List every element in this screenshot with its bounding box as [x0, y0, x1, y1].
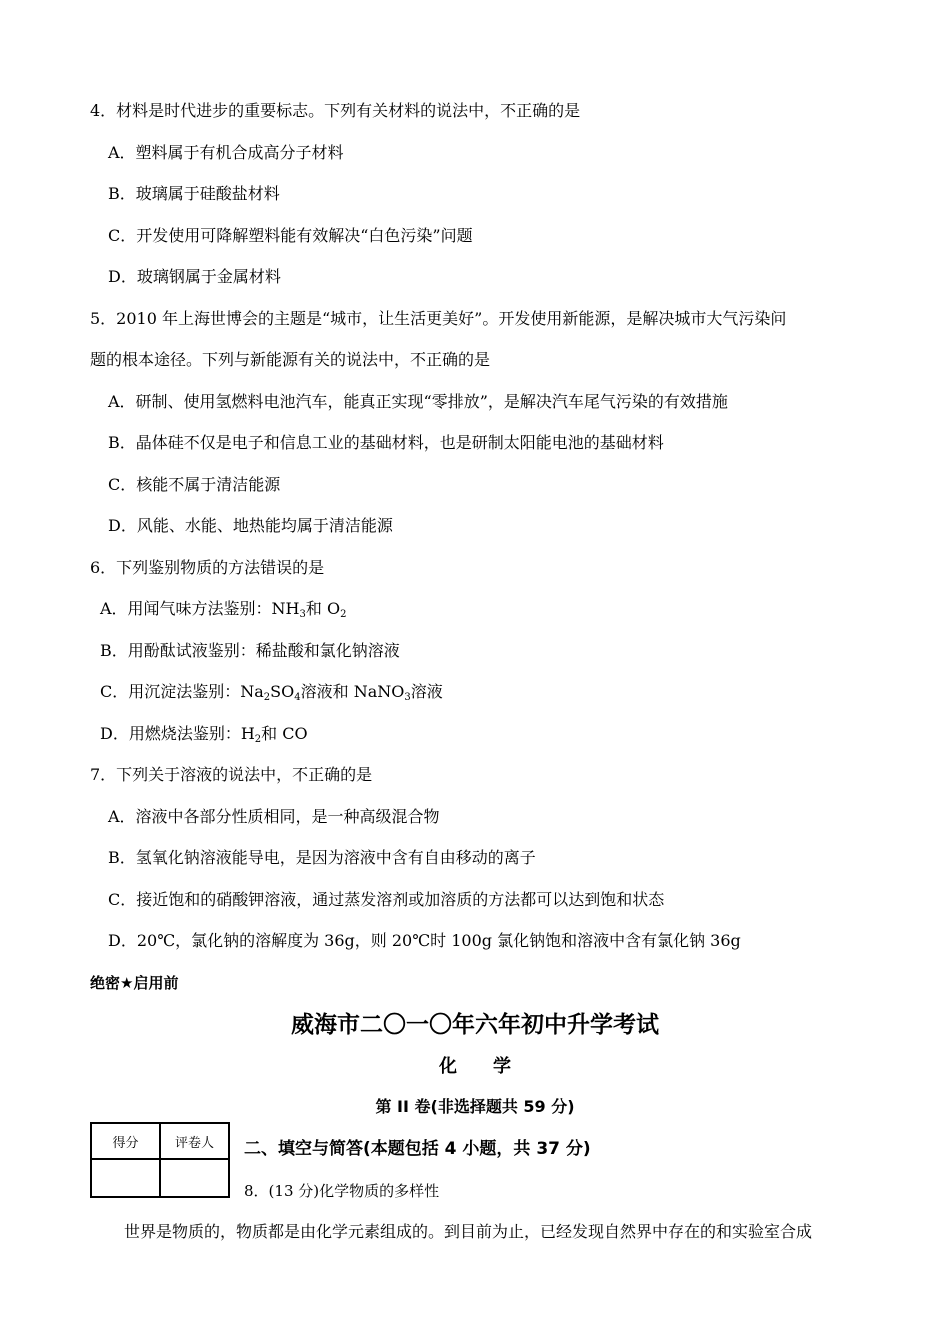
q6-c-sub1: 2 — [263, 692, 271, 703]
q4-option-d: D．玻璃钢属于金属材料 — [108, 267, 281, 286]
q6-a-text: A．用闻气味方法鉴别：NH — [100, 599, 300, 618]
q7-stem: 7．下列关于溶液的说法中，不正确的是 — [90, 765, 373, 784]
q6-c-text: C．用沉淀法鉴别：Na — [100, 682, 264, 701]
q8-paragraph: 世界是物质的，物质都是由化学元素组成的。到目前为止，已经发现自然界中存在的和实验室合成 — [124, 1222, 813, 1241]
q6-a-text2: 和 O — [305, 599, 341, 618]
q6-a-sub2: 2 — [340, 609, 347, 620]
q6-d-text2: 和 CO — [261, 724, 308, 743]
q7-option-a: A．溶液中各部分性质相同，是一种高级混合物 — [108, 807, 440, 826]
q4-option-c: C．开发使用可降解塑料能有效解决“白色污染”问题 — [108, 226, 473, 245]
q5-option-a: A．研制、使用氢燃料电池汽车，能真正实现“零排放”，是解决汽车尾气污染的有效措施 — [108, 392, 728, 411]
q4-option-a: A．塑料属于有机合成高分子材料 — [108, 143, 344, 162]
q5-option-c: C．核能不属于清洁能源 — [108, 475, 281, 494]
q6-option-c — [100, 682, 443, 702]
q7-option-c: C．接近饱和的硝酸钾溶液，通过蒸发溶剂或加溶质的方法都可以达到饱和状态 — [108, 890, 665, 909]
q5-stem-line2: 题的根本途径。下列与新能源有关的说法中，不正确的是 — [90, 350, 491, 369]
score-table — [90, 1122, 230, 1198]
q6-d-sub: 2 — [254, 734, 262, 745]
q5-stem-line1: 5．2010 年上海世博会的主题是“城市，让生活更美好”。开发使用新能源，是解决城市大气污染问 — [90, 309, 787, 328]
q6-a-sub: 3 — [299, 609, 306, 620]
secret-label: 绝密★启用前 — [90, 974, 179, 992]
q6-c-text4: 溶液 — [410, 682, 443, 701]
subject-title: 化 学 — [439, 1056, 511, 1077]
q5-option-d: D．风能、水能、地热能均属于清洁能源 — [108, 516, 393, 535]
q6-c-text3: 溶液和 NaNO — [300, 682, 405, 701]
q4-option-b: B．玻璃属于硅酸盐材料 — [108, 184, 280, 203]
section-title: 二、填空与简答(本题包括 4 小题，共 37 分) — [244, 1139, 591, 1159]
q8-stem: 8．(13 分)化学物质的多样性 — [244, 1182, 440, 1200]
exam-title: 威海市二〇一〇年六年初中升学考试 — [291, 1012, 659, 1038]
q6-c-sub2: 4 — [294, 692, 301, 703]
q6-option-a — [100, 599, 346, 619]
grader-cell[interactable] — [160, 1159, 229, 1197]
q6-c-text2: SO — [270, 682, 295, 701]
q6-option-d — [100, 724, 308, 744]
q6-option-b: B．用酚酞试液鉴别：稀盐酸和氯化钠溶液 — [100, 641, 400, 660]
grader-header: 评卷人 — [160, 1123, 229, 1159]
score-header: 得分 — [91, 1123, 160, 1159]
q6-stem: 6．下列鉴别物质的方法错误的是 — [90, 558, 325, 577]
score-cell[interactable] — [91, 1159, 160, 1197]
q6-c-sub3: 3 — [404, 692, 411, 703]
q6-d-text: D．用燃烧法鉴别：H — [100, 724, 255, 743]
volume-title: 第 II 卷(非选择题共 59 分) — [375, 1097, 575, 1116]
q7-option-d: D．20℃，氯化钠的溶解度为 36g，则 20℃时 100g 氯化钠饱和溶液中含有氯化钠 36g — [108, 931, 741, 950]
q7-option-b: B．氢氧化钠溶液能导电，是因为溶液中含有自由移动的离子 — [108, 848, 536, 867]
q5-option-b: B．晶体硅不仅是电子和信息工业的基础材料，也是研制太阳能电池的基础材料 — [108, 433, 664, 452]
q4-stem: 4．材料是时代进步的重要标志。下列有关材料的说法中，不正确的是 — [90, 101, 581, 120]
